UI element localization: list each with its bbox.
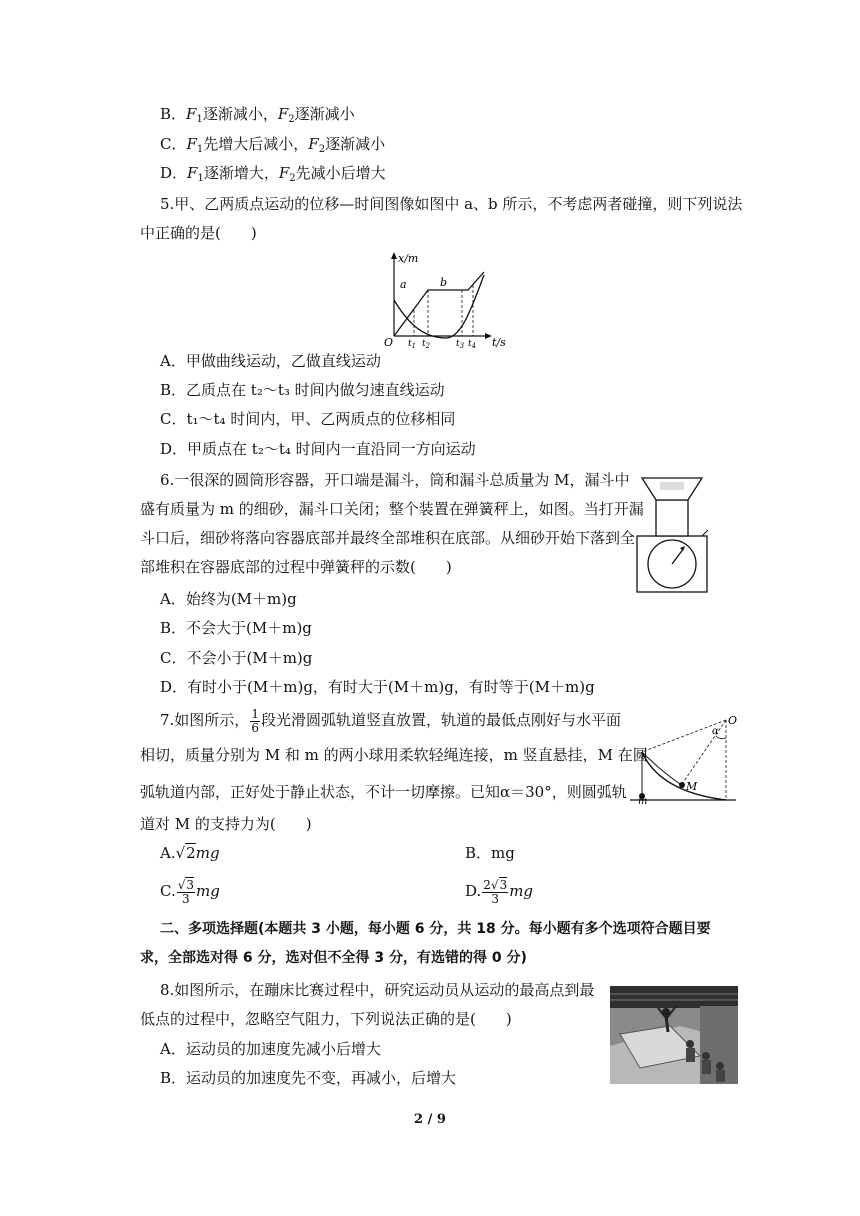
- q7-option-d: D. $\frac{2√3}{3}$ mg: [465, 877, 534, 906]
- q6-option-c: C．不会小于(M＋m)g: [160, 649, 313, 667]
- q8-stem-line1: 8.如图所示，在蹦床比赛过程中，研究运动员从运动的最高点到最: [160, 981, 595, 999]
- q5-option-d: D．甲质点在 t₂～t₄ 时间内一直沿同一方向运动: [160, 440, 476, 458]
- q5-option-b: B．乙质点在 t₂～t₃ 时间内做匀速直线运动: [160, 381, 445, 399]
- q7-option-a: A.√2mg: [160, 844, 220, 862]
- q7-arc-figure: [630, 712, 742, 804]
- q6-stem-line1: 6.一很深的圆筒形容器，开口端是漏斗，筒和漏斗总质量为 M，漏斗中: [160, 471, 630, 489]
- section2-heading-line2: 求，全部选对得 6 分，选对但不全得 3 分，有选错的得 0 分): [140, 950, 527, 966]
- q8-stem-line2: 低点的过程中，忽略空气阻力，下列说法正确的是( ): [140, 1010, 512, 1028]
- svg-text:t2: $t_2$: [422, 339, 431, 350]
- q8-option-a: A．运动员的加速度先减小后增大: [160, 1040, 381, 1058]
- graph-curve-b: b: [440, 276, 448, 289]
- q5-stem-line2: 中正确的是( ): [140, 224, 257, 242]
- q7-option-b: B．mg: [465, 844, 515, 862]
- q7-stem-line1: 7.如图所示， $\frac{1}{6}$ 段光滑圆弧轨道竖直放置，轨道的最低点刚好与水平面: [160, 706, 621, 735]
- q6-option-b: B．不会大于(M＋m)g: [160, 619, 312, 637]
- fig-mass-big: M: [686, 780, 698, 793]
- q7-stem-line2: 相切，质量分别为 M 和 m 的两小球用柔软轻绳连接，m 竖直悬挂，M 在圆: [140, 746, 648, 764]
- q4-option-c: C．$F_1$先增大后减小，$F_2$逐渐减小: [160, 135, 386, 155]
- q5-position-time-graph: [376, 250, 516, 350]
- q5-option-c: C．t₁～t₄ 时间内，甲、乙两质点的位移相同: [160, 410, 456, 428]
- q6-scale-figure: [636, 476, 710, 594]
- svg-text:t1: $t_1$: [408, 339, 417, 350]
- q7-fraction: $\frac{1}{6}$: [251, 706, 259, 735]
- q6-stem-line2: 盛有质量为 m 的细砂，漏斗口关闭；整个装置在弹簧秤上，如图。当打开漏: [140, 500, 644, 518]
- q8-option-b: B．运动员的加速度先不变，再减小，后增大: [160, 1069, 457, 1087]
- q8-trampoline-photo: [610, 986, 738, 1084]
- q4-option-b: B．$F_1$逐渐减小，$F_2$逐渐减小: [160, 105, 355, 125]
- q7-stem-line3: 弧轨道内部，正好处于静止状态，不计一切摩擦。已知α＝30°，则圆弧轨: [140, 783, 627, 801]
- fig-mass-small: m: [638, 796, 648, 804]
- q6-option-d: D．有时小于(M＋m)g，有时大于(M＋m)g，有时等于(M＋m)g: [160, 678, 595, 696]
- graph-origin: O: [384, 336, 394, 349]
- graph-x-label: t/s: [492, 336, 506, 349]
- q6-option-a: A．始终为(M＋m)g: [160, 590, 297, 608]
- fig-alpha: α: [712, 726, 719, 737]
- q6-stem-line3: 斗口后，细砂将落向容器底部并最终全部堆积在底部。从细砂开始下落到全: [140, 529, 636, 547]
- fig-point-o: O: [728, 714, 738, 727]
- svg-text:t3: $t_3$: [456, 339, 465, 350]
- q5-stem-line1: 5.甲、乙两质点运动的位移—时间图像如图中 a、b 所示，不考虑两者碰撞，则下列说法: [160, 195, 743, 213]
- q7-option-c: C. $\frac{√3}{3}$ mg: [160, 877, 220, 906]
- graph-y-label: x/m: [398, 252, 419, 265]
- q4-option-d: D．$F_1$逐渐增大，$F_2$先减小后增大: [160, 164, 386, 184]
- graph-curve-a: a: [400, 278, 407, 291]
- page-number: 2 / 9: [414, 1112, 446, 1127]
- q6-stem-line4: 部堆积在容器底部的过程中弹簧秤的示数( ): [140, 558, 452, 576]
- q7-stem-line4: 道对 M 的支持力为( ): [140, 815, 312, 833]
- q5-option-a: A．甲做曲线运动，乙做直线运动: [160, 352, 381, 370]
- section2-heading-line1: 二、多项选择题(本题共 3 小题，每小题 6 分，共 18 分。每小题有多个选项符合题目要: [160, 921, 711, 937]
- svg-text:t4: $t_4$: [468, 339, 477, 350]
